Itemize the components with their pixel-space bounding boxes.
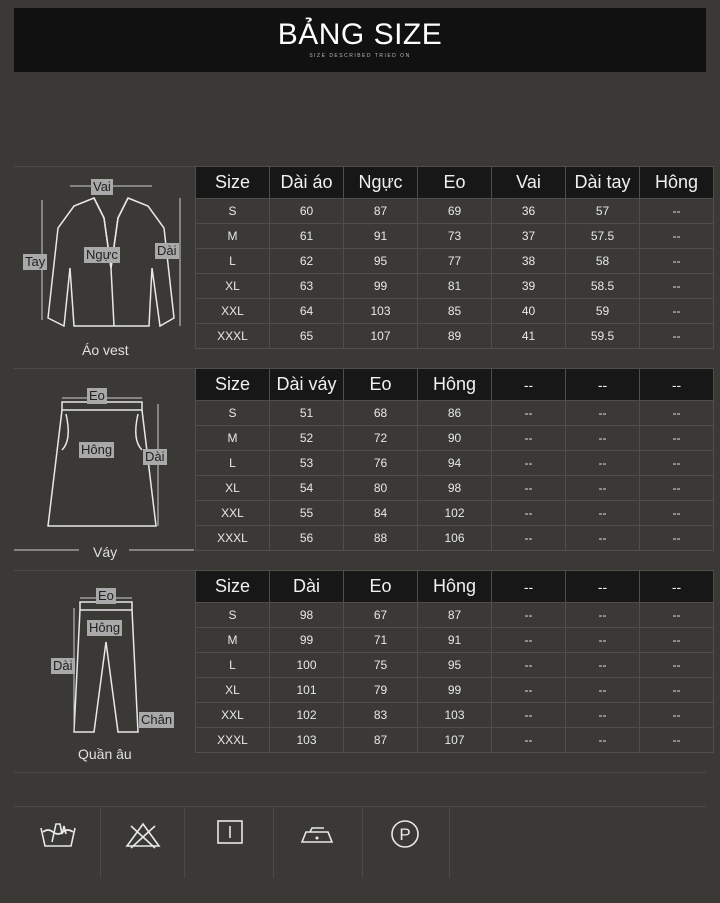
skirt-label-hong: Hông (81, 442, 113, 457)
table-cell: 103 (270, 728, 344, 753)
table-cell: 99 (270, 628, 344, 653)
pants-label-eo: Eo (98, 588, 114, 603)
vest-label-vai: Vai (93, 179, 111, 194)
table-cell: S (196, 199, 270, 224)
no-bleach-cell (101, 808, 185, 878)
table-cell: M (196, 224, 270, 249)
table-cell: 81 (418, 274, 492, 299)
table-cell: 87 (344, 199, 418, 224)
table-row (196, 476, 714, 501)
table-cell: 98 (270, 603, 344, 628)
table-cell: -- (492, 526, 566, 551)
header-banner (14, 8, 706, 72)
table-cell: 63 (270, 274, 344, 299)
table-cell: -- (640, 299, 714, 324)
table-cell: 86 (418, 401, 492, 426)
table-cell: -- (566, 401, 640, 426)
table-cell: 57.5 (566, 224, 640, 249)
column-header: Dài váy (270, 369, 344, 401)
table-cell: -- (566, 678, 640, 703)
table-row (196, 451, 714, 476)
column-header: Eo (418, 167, 492, 199)
table-cell: -- (492, 628, 566, 653)
table-cell: -- (640, 526, 714, 551)
table-cell: 41 (492, 324, 566, 349)
vest-label-tay: Tay (25, 254, 46, 269)
table-cell: 55 (270, 501, 344, 526)
tumble-dry-icon (215, 818, 245, 848)
column-header: -- (492, 369, 566, 401)
table-row (196, 274, 714, 299)
column-header: Hông (640, 167, 714, 199)
table-cell: 91 (344, 224, 418, 249)
column-header: Size (196, 369, 270, 401)
iron-cell (274, 808, 363, 878)
tumble-dry-cell (185, 808, 274, 878)
table-cell: 58 (566, 249, 640, 274)
table-cell: -- (492, 451, 566, 476)
table-cell: -- (640, 476, 714, 501)
vest-illustration (14, 168, 194, 366)
no-bleach-icon (123, 820, 163, 850)
table-cell: -- (492, 476, 566, 501)
table-cell: -- (640, 728, 714, 753)
table-cell: -- (492, 728, 566, 753)
column-header: Size (196, 167, 270, 199)
table-cell: -- (640, 401, 714, 426)
dry-clean-letter: P (399, 825, 411, 844)
table-cell: 60 (270, 199, 344, 224)
table-cell: 62 (270, 249, 344, 274)
dry-clean-cell (363, 808, 450, 878)
table-cell: -- (492, 501, 566, 526)
skirt-label-eo: Eo (89, 388, 105, 403)
table-cell: 76 (344, 451, 418, 476)
table-cell: 58.5 (566, 274, 640, 299)
table-row (196, 324, 714, 349)
table-cell: XXXL (196, 728, 270, 753)
table-row (196, 728, 714, 753)
pants-label-dai: Dài (53, 658, 73, 673)
table-cell: 89 (418, 324, 492, 349)
column-header: Hông (418, 571, 492, 603)
table-cell: 67 (344, 603, 418, 628)
table-cell: 107 (418, 728, 492, 753)
table-cell: 52 (270, 426, 344, 451)
vest-label-dai: Dài (157, 243, 177, 258)
table-cell: XXL (196, 703, 270, 728)
table-cell: 99 (418, 678, 492, 703)
column-header: -- (566, 369, 640, 401)
table-cell: 88 (344, 526, 418, 551)
table-cell: 83 (344, 703, 418, 728)
divider (14, 806, 706, 807)
table-cell: -- (492, 653, 566, 678)
table-cell: 51 (270, 401, 344, 426)
care-icons-row (14, 808, 450, 878)
table-row (196, 526, 714, 551)
table-cell: 71 (344, 628, 418, 653)
table-cell: -- (640, 426, 714, 451)
table-cell: 53 (270, 451, 344, 476)
table-cell: 91 (418, 628, 492, 653)
table-row (196, 678, 714, 703)
table-cell: S (196, 603, 270, 628)
table-cell: XXXL (196, 526, 270, 551)
table-cell: 77 (418, 249, 492, 274)
column-header: -- (492, 571, 566, 603)
table-cell: -- (640, 249, 714, 274)
table-cell: -- (640, 678, 714, 703)
table-cell: 98 (418, 476, 492, 501)
skirt-size-table (195, 368, 714, 551)
table-row (196, 224, 714, 249)
page-title: BẢNG SIZE (277, 18, 443, 51)
column-header: Eo (344, 369, 418, 401)
divider (14, 772, 706, 773)
column-header: Dài áo (270, 167, 344, 199)
table-cell: -- (566, 628, 640, 653)
table-cell: 90 (418, 426, 492, 451)
table-cell: -- (492, 401, 566, 426)
table-row (196, 249, 714, 274)
table-cell: 95 (344, 249, 418, 274)
table-cell: XL (196, 274, 270, 299)
pants-label-chan: Chân (141, 712, 173, 727)
table-row (196, 426, 714, 451)
table-cell: -- (640, 603, 714, 628)
table-cell: -- (566, 476, 640, 501)
table-row (196, 199, 714, 224)
table-cell: 69 (418, 199, 492, 224)
column-header: Eo (344, 571, 418, 603)
pants-label-hong: Hông (89, 620, 121, 635)
column-header: Size (196, 571, 270, 603)
table-cell: -- (492, 426, 566, 451)
table-cell: 103 (344, 299, 418, 324)
vest-label-nguc: Ngực (86, 247, 118, 262)
table-cell: S (196, 401, 270, 426)
table-cell: 72 (344, 426, 418, 451)
table-row (196, 299, 714, 324)
table-cell: 75 (344, 653, 418, 678)
column-header: Dài (270, 571, 344, 603)
table-cell: -- (566, 426, 640, 451)
table-row (196, 603, 714, 628)
table-cell: L (196, 249, 270, 274)
table-cell: XXL (196, 501, 270, 526)
table-cell: -- (640, 274, 714, 299)
table-cell: M (196, 426, 270, 451)
column-header: -- (566, 571, 640, 603)
table-cell: -- (640, 224, 714, 249)
pants-caption: Quần âu (78, 746, 132, 762)
table-cell: 87 (344, 728, 418, 753)
column-header: Ngực (344, 167, 418, 199)
table-cell: -- (566, 703, 640, 728)
pants-table-header (196, 571, 714, 603)
vest-size-table (195, 166, 714, 349)
iron-icon (298, 820, 338, 850)
table-cell: 85 (418, 299, 492, 324)
table-cell: -- (640, 703, 714, 728)
table-cell: 80 (344, 476, 418, 501)
table-cell: 61 (270, 224, 344, 249)
table-cell: XXXL (196, 324, 270, 349)
column-header: Dài tay (566, 167, 640, 199)
table-row (196, 653, 714, 678)
table-cell: -- (492, 678, 566, 703)
table-cell: 102 (270, 703, 344, 728)
table-cell: 59 (566, 299, 640, 324)
table-row (196, 628, 714, 653)
skirt-table-header (196, 369, 714, 401)
table-cell: 68 (344, 401, 418, 426)
table-cell: -- (566, 451, 640, 476)
skirt-label-dai: Dài (145, 449, 165, 464)
page-subtitle: SIZE DESCRIBED TRIED ON (309, 53, 411, 59)
skirt-caption: Váy (93, 544, 118, 560)
table-cell: 94 (418, 451, 492, 476)
pants-size-table (195, 570, 714, 753)
table-row (196, 401, 714, 426)
table-cell: -- (566, 653, 640, 678)
table-cell: L (196, 653, 270, 678)
table-cell: 100 (270, 653, 344, 678)
vest-table-header (196, 167, 714, 199)
table-cell: -- (640, 628, 714, 653)
table-cell: XL (196, 678, 270, 703)
table-cell: -- (566, 728, 640, 753)
table-cell: 106 (418, 526, 492, 551)
vest-caption: Áo vest (82, 342, 129, 358)
hand-wash-cell (14, 808, 101, 878)
dry-clean-p-icon (389, 818, 421, 850)
table-cell: 56 (270, 526, 344, 551)
table-cell: 54 (270, 476, 344, 501)
table-cell: L (196, 451, 270, 476)
table-row (196, 703, 714, 728)
table-cell: 40 (492, 299, 566, 324)
column-header: -- (640, 369, 714, 401)
table-cell: -- (640, 324, 714, 349)
column-header: Vai (492, 167, 566, 199)
skirt-illustration (14, 370, 194, 568)
table-cell: -- (566, 526, 640, 551)
table-cell: -- (640, 653, 714, 678)
table-cell: 102 (418, 501, 492, 526)
table-cell: 84 (344, 501, 418, 526)
table-cell: 36 (492, 199, 566, 224)
table-cell: XL (196, 476, 270, 501)
column-header: Hông (418, 369, 492, 401)
table-cell: 95 (418, 653, 492, 678)
table-row (196, 501, 714, 526)
table-cell: 59.5 (566, 324, 640, 349)
table-cell: 87 (418, 603, 492, 628)
table-cell: 101 (270, 678, 344, 703)
table-cell: 38 (492, 249, 566, 274)
table-cell: 64 (270, 299, 344, 324)
table-cell: -- (566, 501, 640, 526)
table-cell: 99 (344, 274, 418, 299)
table-cell: 37 (492, 224, 566, 249)
table-cell: -- (640, 199, 714, 224)
table-cell: 65 (270, 324, 344, 349)
column-header: -- (640, 571, 714, 603)
table-cell: M (196, 628, 270, 653)
table-cell: 39 (492, 274, 566, 299)
hand-wash-icon (38, 820, 78, 850)
table-cell: 107 (344, 324, 418, 349)
table-cell: -- (566, 603, 640, 628)
table-cell: 103 (418, 703, 492, 728)
pants-illustration (14, 572, 194, 770)
table-cell: -- (492, 703, 566, 728)
table-cell: 79 (344, 678, 418, 703)
table-cell: 73 (418, 224, 492, 249)
table-cell: -- (640, 451, 714, 476)
table-cell: XXL (196, 299, 270, 324)
table-cell: -- (492, 603, 566, 628)
table-cell: 57 (566, 199, 640, 224)
table-cell: -- (640, 501, 714, 526)
